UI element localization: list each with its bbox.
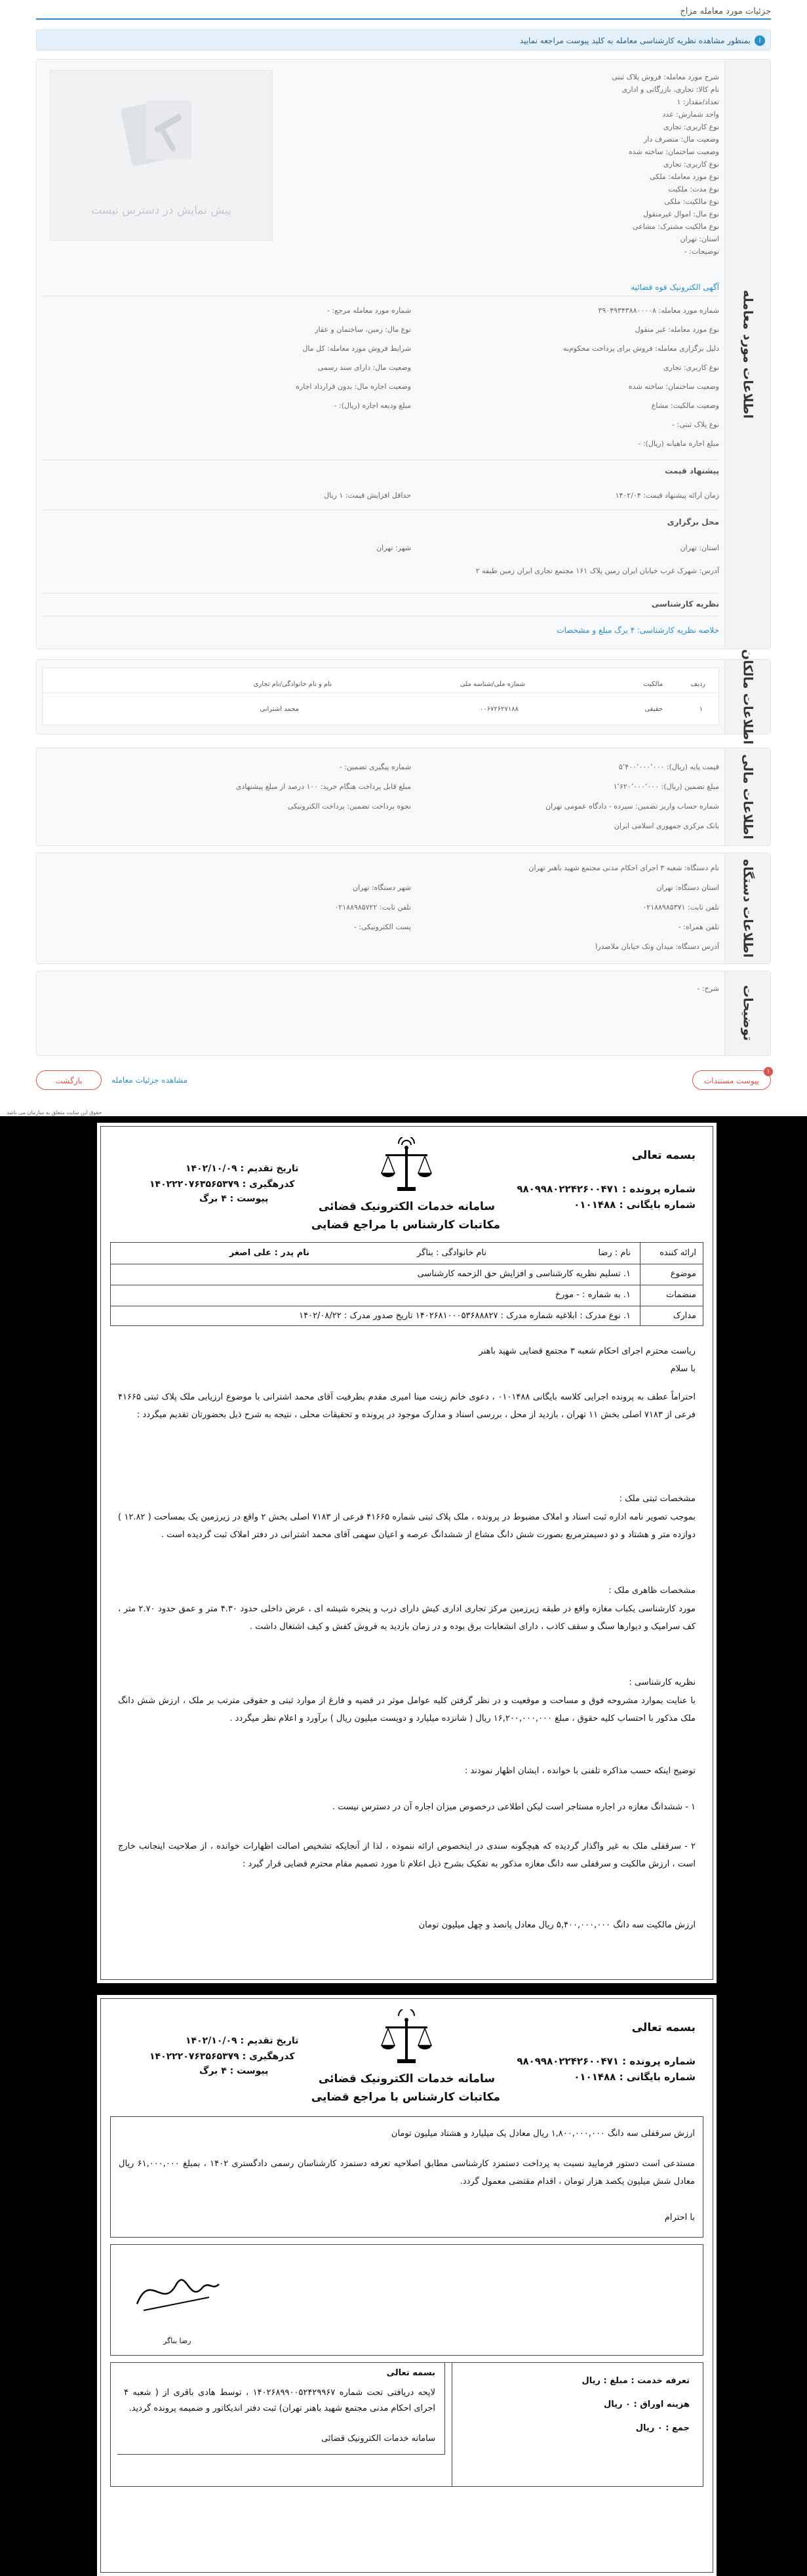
device-field: پست الکترونیکی: -: [353, 923, 411, 931]
device-field: نام دستگاه: شعبه ۳ اجرای احکام مدنی مجتمع شهید باهنر تهران: [528, 864, 719, 872]
tracking-code: کدرهگیری : ۱۴۰۲۲۲۰۷۶۳۵۶۵۳۷۹: [149, 1179, 295, 1190]
table-cell: ۰۰۶۷۲۶۲۷۱۸۸: [479, 706, 519, 713]
attachments-label: پیوست مستندات: [703, 1076, 760, 1085]
subject-text: ۱. تسلیم نظریه کارشناسی و افزایش حق الزحمه کارشناسی: [417, 1269, 631, 1279]
notes-text: شرح: -: [697, 984, 719, 993]
archive-number: شماره بایگانی : ۰۱۰۱۴۸۸: [574, 1199, 696, 1211]
salutation: ریاست محترم اجرای احکام شعبه ۳ مجتمع قضایی شهید باهنر: [479, 1346, 696, 1356]
offer-time: زمان ارائه پیشنهاد قیمت: ۱۴۰۲/۰۴: [615, 491, 719, 500]
view-details-link[interactable]: مشاهده جزئیات معامله: [111, 1076, 187, 1085]
offer-min-increase: حداقل افزایش قیمت: ۱ ریال: [324, 491, 411, 500]
expert-subtitle: نظریه کارشناسی: [651, 599, 719, 609]
section-title: اطلاعات مالکان: [740, 649, 755, 745]
column-header: نام و نام خانوادگی/نام تجاری: [253, 681, 332, 688]
description-line: نوع مالکیت: ملکی: [664, 197, 719, 206]
table-cell: ۱: [699, 706, 703, 713]
table-label: موضوع: [670, 1269, 696, 1279]
device-field: شهر دستگاه: تهران: [352, 883, 411, 892]
field-left: وضعیت مال: دارای سند رسمی: [317, 363, 411, 372]
web-page: [0, 0, 807, 1115]
tracking-code: کدرهگیری : ۱۴۰۲۲۲۰۷۶۳۵۶۵۳۷۹: [149, 2051, 295, 2062]
greeting: با سلام: [670, 1364, 696, 1374]
owners-table: [42, 668, 719, 725]
scales-of-justice-icon: [380, 1137, 433, 1196]
attachments-button[interactable]: [692, 1070, 771, 1090]
description-line: وضعیت ساختمان: ساخته شده: [628, 148, 719, 156]
case-number: شماره پرونده : ۹۸۰۹۹۸۰۲۲۴۲۶۰۰۴۷۱: [517, 2055, 696, 2067]
org-subtitle: مکاتبات کارشناس با مراجع قضایی: [311, 2091, 500, 2104]
finance-field: شماره پیگیری تضمین: -: [339, 763, 411, 771]
finance-field: مبلغ قابل پرداخت هنگام خرید: ۱۰۰ درصد از مبلغ پیشنهادی: [235, 782, 411, 791]
org-title: سامانه خدمات الکترونیک قضائی: [318, 1200, 496, 1213]
section-owners: [36, 649, 771, 745]
document-page-1: [97, 1123, 717, 1983]
field-right: شماره مورد معامله: ۳۹۰۴۹۳۴۳۸۸۰۰۰۰۸: [598, 306, 719, 315]
receipt-text: لایحه دریافتی تحت شماره ۱۴۰۲۶۸۹۹۰۰۵۲۴۲۹۹۶۷ ، توسط هادی باقری از ( شعبه ۴ اجرای احکام مدنی مجتمع شهید باهنر تهران) ثبت دفتر اندیکاتور و ضمیمه پرونده گردید.: [124, 2388, 435, 2413]
gavel-icon: [113, 91, 211, 176]
field-left: نوع مال: زمین، ساختمان و عقار: [315, 325, 411, 334]
address-city: شهر: تهران: [376, 544, 411, 552]
device-field: تلفن همراه: -: [678, 923, 719, 931]
section-title: اطلاعات دستگاه: [740, 858, 755, 958]
receipt-box: [110, 2362, 703, 2487]
finance-field: شماره حساب واریز تضمین: سپرده - دادگاه عمومی تهران: [545, 802, 719, 811]
description-line: وضعیت مال: متصرف دار: [643, 135, 719, 144]
scales-of-justice-icon: [380, 2009, 433, 2068]
presenter-first-name: نام : رضا: [598, 1248, 631, 1258]
basmala: بسمه تعالی: [631, 1149, 696, 1162]
section-title: اطلاعات مورد معامله: [740, 289, 755, 419]
presenter-last-name: نام خانوادگی : بناگر: [416, 1248, 486, 1258]
section-item-info: [36, 59, 771, 649]
notice-text: بمنظور مشاهده نظریه کارشناسی معامله به کلید پیوست مراجعه نمایید: [519, 36, 751, 45]
column-header: شماره ملی/شناسه ملی: [460, 681, 525, 688]
field-right: نوع پلاک ثبتی: -: [672, 420, 719, 429]
address-province: استان: تهران: [680, 544, 719, 552]
device-field: تلفن ثابت: ۰۲۱۸۸۹۸۵۳۷۱: [642, 903, 719, 912]
table-label: ارائه کننده: [659, 1248, 696, 1258]
fee-paper-cost: هزینه اوراق : ۰ ریال: [603, 2400, 690, 2409]
basmala: بسمه تعالی: [631, 2021, 696, 2034]
field-left: مبلغ ودیعه اجاره (ریال): -: [334, 401, 411, 410]
fee-total: جمع : ۰ ریال: [635, 2423, 690, 2433]
enclosures-text: ۱. به شماره : - مورخ: [555, 1290, 631, 1300]
description-line: تعداد/مقدار: ۱: [677, 98, 719, 106]
description-line: استان: تهران: [680, 235, 719, 243]
document-page-2: [97, 1995, 717, 2576]
finance-field: مبلغ تضمین (ریال): ۱٬۶۲۰٬۰۰۰٬۰۰۰: [613, 782, 719, 791]
table-cell: حقیقی: [644, 706, 663, 713]
address-subtitle: محل برگزاری: [667, 517, 719, 527]
table-header: [43, 675, 718, 693]
org-title: سامانه خدمات الکترونیک قضائی: [318, 2072, 496, 2085]
field-right: نوع کاربری: تجاری: [663, 363, 719, 372]
field-left: شماره مورد معامله مرجع: -: [326, 306, 411, 315]
description-line: نوع مورد معامله: ملکی: [649, 172, 719, 181]
table-cell: محمد اشترانی: [260, 706, 299, 713]
expert-summary-link[interactable]: خلاصه نظریه کارشناسی: ۴ برگ مبلغ و مشخصات: [557, 626, 719, 635]
receipt-inner: [117, 2363, 445, 2455]
signature-image: [130, 2264, 222, 2317]
device-field: آدرس دستگاه: میدان ونک خیابان ملاصدرا: [595, 942, 719, 951]
description-line: نوع کاربری: تجاری: [663, 123, 719, 131]
field-right: مبلغ اجاره ماهیانه (ریال): -: [638, 439, 719, 448]
description-line: شرح مورد معامله: فروش پلاک ثبتی: [612, 73, 719, 81]
document-viewer: [0, 1116, 807, 2576]
description-line: نام کالا: تجاری، بازرگانی و اداری: [621, 85, 719, 94]
body-appearance: مورد کارشناسی یکباب مغازه واقع در طبقه زیرزمین مرکز تجاری اداری کیش دارای درب و پنجره شیشه ای ، عرض داخلی حدود ۴.۳۰ متر و عمق حدود ۲.۷۰ متر ، کف سرامیک و دیوارها سنگ و سقف کاذب ، دارای انشعابات برق بوده و در زمان بازدید به فروش کفش و کیف اشتغال داشت .: [118, 1604, 696, 1632]
documents-text: ۱. نوع مدرک : ابلاغیه شماره مدرک : ۱۴۰۲۶۸۱۰۰۰۵۳۶۸۸۸۲۷ تاریخ صدور مدرک : ۱۴۰۲/۰۸/۲۲: [299, 1311, 631, 1321]
image-placeholder: [50, 70, 273, 241]
device-field: استان دستگاه: تهران: [656, 883, 719, 892]
section-heading: مشخصات ظاهری ملک :: [608, 1586, 696, 1596]
description-line: نوع مدت: ملکیت: [668, 185, 719, 193]
archive-number: شماره بایگانی : ۰۱۰۱۴۸۸: [574, 2071, 696, 2083]
field-right: وضعیت ساختمان: ساخته شده: [628, 382, 719, 391]
body-ownership-value: ارزش مالکیت سه دانگ ۵,۴۰۰,۰۰۰,۰۰۰ ریال معادل پانصد و چهل میلیون تومان: [418, 1920, 696, 1930]
attachments-badge: ۱: [764, 1067, 773, 1076]
breadcrumb: [36, 0, 771, 20]
receipt-footer: سامانه خدمات الکترونیک قضائی: [321, 2434, 435, 2444]
field-left: وضعیت اجاره مال: بدون قرارداد اجاره: [296, 382, 411, 391]
table-label: مدارک: [673, 1311, 696, 1321]
info-notice: [36, 30, 771, 50]
body-point-2: ۲ - سرقفلی ملک به غیر واگذار گردیده که هیچگونه سندی در اینخصوص ارائه ننموده ، لذا از آنجایکه تشخیص اصالت اظهارات خوانده ، از صلاحیت اینجانب خارج است ، ارزش مالکیت و سرقفلی سه دانگ مغازه مذکور به تفکیک بشرح ذیل اعلام تا مورد تصمیم مقام محترم قضایی قرار گیرد :: [118, 1841, 696, 1869]
attachment-count: پیوست : ۴ برگ: [199, 2066, 269, 2076]
body-note: توضیح اینکه حسب مذاکره تلفنی با خوانده ، ایشان اظهار نمودند :: [464, 1766, 696, 1776]
closing: با احترام: [664, 2213, 695, 2223]
section-title: اطلاعات مالی: [740, 754, 755, 839]
ad-link[interactable]: آگهی الکترونیک قوه قضائیه: [631, 283, 719, 292]
field-right: دلیل برگزاری معامله: فروش برای پرداخت محکوم‌به: [562, 344, 719, 353]
body-opinion: با عنایت بموارد مشروحه فوق و مساحت و موقعیت و در نظر گرفتن کلیه عوامل موثر در قضیه و فارغ از موارد ثبتی و حقوقی مترتب بر ملک ، ارزش شش دانگ ملک مذکور با احتساب کلیه حقوق ، مبلغ ۱۶,۲۰۰,۰۰۰,۰۰۰ ریال ( شانزده میلیارد و دویست میلیون ریال ) برآورد و اعلام نظر میگردد .: [118, 1696, 696, 1723]
org-subtitle: مکاتبات کارشناس با مراجع قضایی: [311, 1218, 500, 1232]
attachment-count: پیوست : ۴ برگ: [199, 1194, 269, 1204]
submit-date: تاریخ تقدیم : ۱۴۰۲/۱۰/۰۹: [186, 2036, 299, 2046]
device-field: تلفن ثابت: ۰۲۱۸۸۹۸۵۷۲۲: [334, 903, 411, 912]
signature-box: [110, 2244, 703, 2356]
description-line: نوع کاربری: تجاری: [663, 160, 719, 169]
finance-field: بانک مرکزی جمهوری اسلامی ایران: [614, 822, 719, 830]
offer-subtitle: پیشنهاد قیمت: [665, 466, 719, 475]
section-header: [724, 60, 770, 649]
field-right: نوع مورد معامله: غیر منقول: [635, 325, 719, 334]
address-line: آدرس: شهرک غرب خیابان ایران زمین پلاک ۱۶۱ مجتمع تجاری ایران زمین طبقه ۲: [475, 567, 719, 575]
section-notes: [36, 971, 771, 1056]
section-title: توضیحات: [740, 985, 755, 1041]
section-heading: مشخصات ثبتی ملک :: [619, 1494, 696, 1504]
finance-field: قیمت پایه (ریال): ۵٬۴۰۰٬۰۰۰٬۰۰۰: [618, 763, 719, 771]
goodwill-value: ارزش سرقفلی سه دانگ ۱,۸۰۰,۰۰۰,۰۰۰ ریال معادل یک میلیارد و هشتاد میلیون تومان: [391, 2129, 695, 2139]
receipt-basmala: بسمه تعالی: [386, 2368, 435, 2378]
back-button[interactable]: بازگشت: [36, 1070, 102, 1090]
signature-name: رضا بناگر: [163, 2337, 191, 2345]
body-registration: بموجب تصویر نامه اداره ثبت اسناد و املاک مضبوط در پرونده ، ملک پلاک ثبتی شماره ۴۱۶۶۵ فرعی از ۷۱۸۳ اصلی بخش ۲ واقع در زیرزمین یک بمساحت ( ۱۲.۸۲ ) دوازده متر و هشتاد و دو دسیمترمربع بصورت شش دانگ مشاع از ششدانگ عرصه و اعیان سهمی آقای محمد اشترانی در دفتر املاک ثبت گردیده است .: [118, 1512, 696, 1540]
footer: [0, 1110, 807, 1115]
finance-field: نحوه پرداخت تضمین: پرداخت الکترونیکی: [287, 802, 411, 811]
submit-date: تاریخ تقدیم : ۱۴۰۲/۱۰/۰۹: [186, 1163, 299, 1174]
body-box: [110, 2116, 703, 2238]
footer-text: حقوق این سایت متعلق به سازمان می باشد: [7, 1110, 102, 1116]
fee-request: مستدعی است دستور فرمایید نسبت به پرداخت دستمزد کارشناسی مطابق اصلاحیه تعرفه دستمزد کارشناسان رسمی دادگستری ۱۴۰۲ ، بمبلغ ۶۱,۰۰۰,۰۰۰ ریال معادل شش میلیون یکصد هزار تومان ، اقدام مقتضی معمول گردد.: [119, 2159, 695, 2186]
field-right: وضعیت مالکیت: مشاع: [651, 401, 719, 410]
info-icon: i: [755, 35, 765, 46]
table-label: منضمات: [666, 1290, 696, 1300]
fee-title: تعرفه خدمت : مبلغ : ریال: [581, 2376, 690, 2386]
field-left: شرایط فروش مورد معامله: کل مال: [302, 344, 411, 353]
breadcrumb-label: جزئیات مورد معامله مزاج: [680, 7, 771, 16]
section-finance: [36, 748, 771, 846]
case-number: شماره پرونده : ۹۸۰۹۹۸۰۲۲۴۲۶۰۰۴۷۱: [517, 1183, 696, 1195]
description-line: توضیحات: -: [684, 247, 719, 256]
column-header: ردیف: [690, 681, 705, 688]
description-line: واحد شمارش: عدد: [662, 110, 719, 119]
placeholder-text: پیش نمایش در دسترس نیست: [91, 204, 231, 217]
description-line: نوع مالکیت مشترک: مشاعی: [632, 222, 719, 231]
body-intro: احتراماً عطف به پرونده اجرایی کلاسه بایگانی ۰۱۰۱۴۸۸ ، دعوی خانم زینت مینا امیری مقدم بطرفیت آقای محمد اشترانی با موضوع ارزیابی ملک پلاک ثبتی ۴۱۶۶۵ فرعی از ۷۱۸۳ اصلی بخش ۱۱ تهران ، بازدید از محل ، بررسی اسناد و مدارک موجود در پرونده و تحقیقات محلی ، نتیجه به شرح ذیل بحضورتان تقدیم میگردد :: [118, 1392, 696, 1420]
section-device: [36, 853, 771, 964]
table-row: [43, 700, 718, 718]
section-heading: نظریه کارشناسی :: [629, 1678, 696, 1687]
body-point-1: ۱ - ششدانگ مغازه در اجاره مستاجر است لیکن اطلاعی درخصوص میزان اجاره آن در دسترس نیست .: [332, 1802, 696, 1812]
presenter-father-name: نام پدر : علی اصغر: [229, 1248, 309, 1258]
info-table: [110, 1242, 703, 1326]
column-header: مالکیت: [643, 681, 663, 688]
description-line: نوع مال: اموال غیرمنقول: [642, 210, 719, 218]
